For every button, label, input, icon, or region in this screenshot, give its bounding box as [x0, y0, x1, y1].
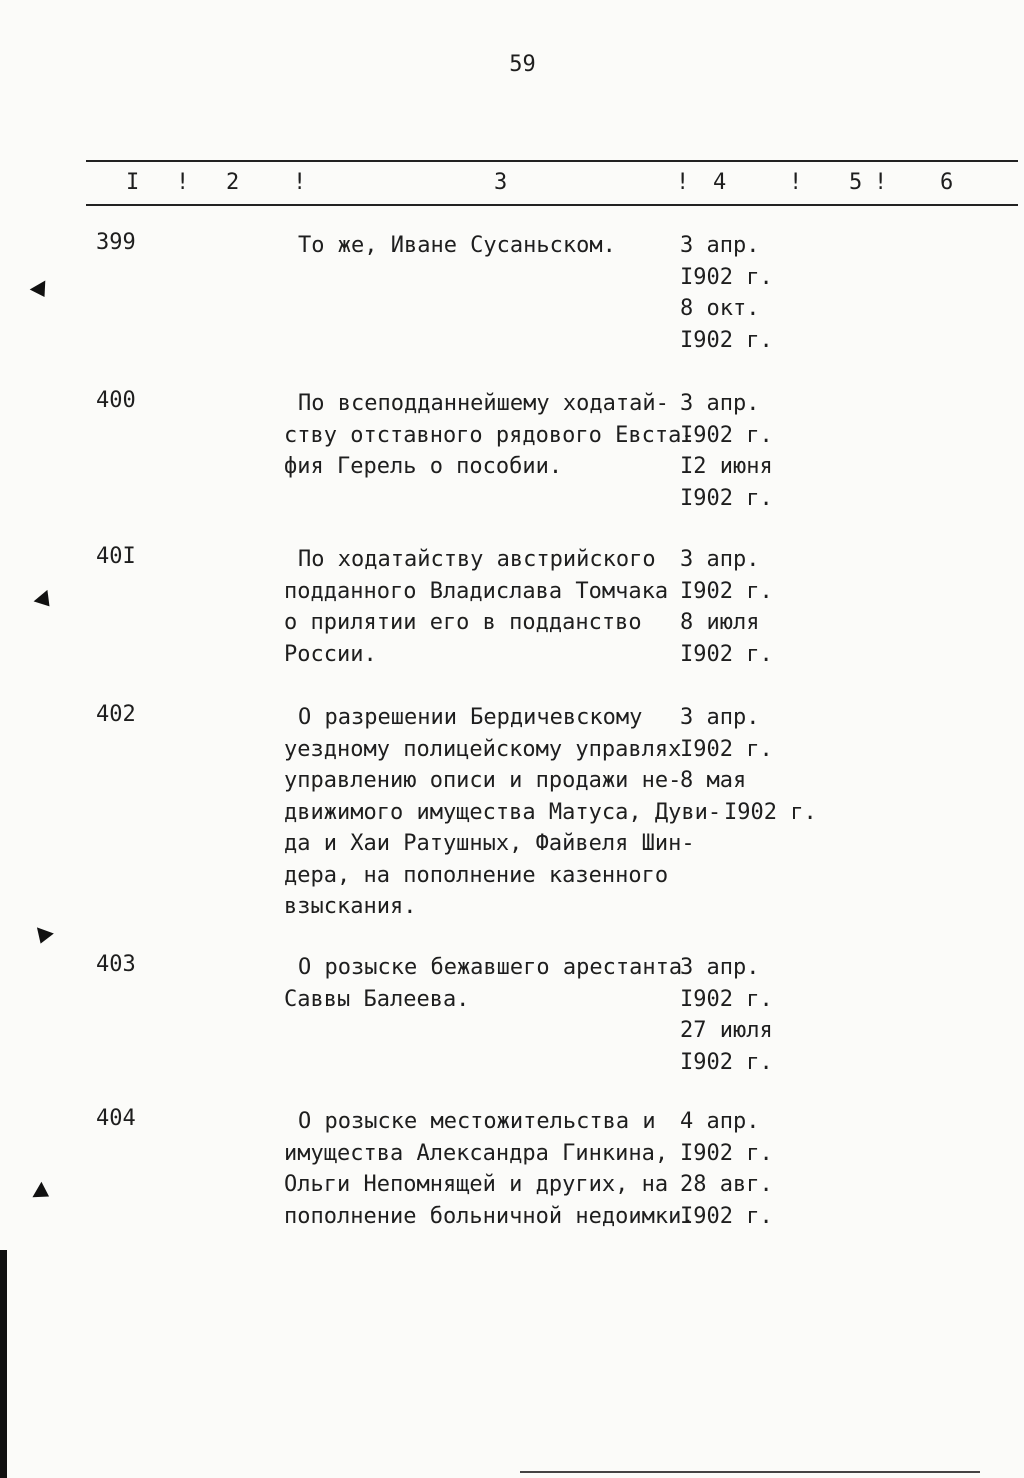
column-separator: !	[874, 170, 888, 195]
date-line: 8 июля	[680, 610, 760, 635]
entry-number: 404	[96, 1106, 136, 1131]
description-line: По ходатайству австрийского	[298, 547, 656, 572]
date-line: I902 г.	[680, 485, 773, 511]
date-line: I902 г.	[680, 1049, 773, 1075]
date-line: 3 апр.	[680, 955, 760, 980]
page-number: 59	[509, 52, 536, 77]
column-header-2: 2	[226, 170, 240, 195]
table-header-top-rule	[86, 160, 1018, 162]
entry-dates	[680, 388, 773, 514]
column-header-1: I	[126, 170, 140, 195]
description-line: ству отставного рядового Евста-	[284, 422, 695, 448]
description-line: Саввы Балеева.	[284, 986, 470, 1012]
column-header-3: 3	[494, 170, 508, 195]
date-line: 8 мая	[680, 768, 747, 793]
date-line: 3 апр.	[680, 547, 760, 572]
entry-number: 403	[96, 952, 136, 977]
entry-number: 400	[96, 388, 136, 413]
entry-description	[284, 388, 695, 483]
description-line: движимого имущества Матуса, Дуви-	[284, 799, 722, 825]
date-line: 3 апр.	[680, 233, 760, 258]
description-line: о прилятии его в подданство	[284, 610, 642, 635]
column-header-4: 4	[713, 170, 727, 195]
description-line: уездному полицейскому управлях	[284, 736, 682, 762]
date-line: I902 г.	[680, 1203, 773, 1229]
date-line: I902 г.	[680, 1140, 773, 1166]
column-separator: !	[176, 170, 190, 195]
date-line: I902 г.	[680, 264, 773, 290]
description-line: имущества Александра Гинкина,	[284, 1140, 669, 1166]
entry-description	[284, 544, 668, 670]
entry-dates	[680, 952, 773, 1078]
column-separator: !	[676, 170, 690, 195]
date-line: 28 авг.	[680, 1172, 773, 1197]
date-line: 3 апр.	[680, 705, 760, 730]
scan-edge-shadow	[0, 1250, 7, 1478]
entry-number: 402	[96, 702, 136, 727]
description-line: подданного Владислава Томчака	[284, 578, 669, 604]
description-line: да и Хаи Ратушных, Файвеля Шин-	[284, 831, 695, 856]
entry-dates	[680, 702, 817, 828]
date-line: I902 г.	[724, 799, 817, 825]
binding-hole-mark	[32, 927, 54, 946]
binding-hole-mark	[34, 590, 57, 612]
date-line: I902 г.	[680, 578, 773, 604]
binding-hole-mark	[32, 1182, 53, 1205]
column-header-5: 5	[849, 170, 863, 195]
description-line: России.	[284, 641, 377, 667]
description-line: дера, на пополнение казенного	[284, 862, 669, 888]
entry-description	[284, 1106, 695, 1232]
description-line: управлению описи и продажи не-	[284, 768, 682, 793]
entry-description	[298, 230, 616, 262]
date-line: I902 г.	[680, 641, 773, 667]
description-line: О розыске бежавшего арестанта	[298, 955, 683, 980]
date-line: 8 окт.	[680, 296, 760, 321]
column-separator: !	[789, 170, 803, 195]
entry-dates	[680, 544, 773, 670]
binding-hole-mark	[30, 280, 53, 301]
entry-description	[284, 702, 721, 923]
entry-dates	[680, 230, 773, 356]
description-line: О разрешении Бердичевскому	[298, 705, 643, 730]
description-line: пополнение больничной недоимки.	[284, 1203, 695, 1229]
description-line: О розыске местожительства и	[298, 1109, 656, 1134]
column-separator: !	[293, 170, 307, 195]
table-header-bottom-rule	[86, 204, 1018, 206]
column-header-6: 6	[940, 170, 954, 195]
date-line: I902 г.	[680, 986, 773, 1012]
scan-bottom-line	[520, 1471, 980, 1473]
entry-number: 399	[96, 230, 136, 255]
date-line: I902 г.	[680, 327, 773, 353]
description-line: Ольги Непомнящей и других, на	[284, 1172, 669, 1197]
entry-dates	[680, 1106, 773, 1232]
entry-number: 40I	[96, 544, 136, 569]
date-line: 4 апр.	[680, 1109, 760, 1134]
description-line: То же, Иване Сусаньском.	[298, 233, 616, 258]
date-line: I902 г.	[680, 422, 773, 448]
description-line: По всеподданнейшему ходатай-	[298, 391, 669, 416]
date-line: 3 апр.	[680, 391, 760, 416]
description-line: фия Герель о пособии.	[284, 454, 563, 479]
date-line: I2 июня	[680, 454, 773, 479]
date-line: 27 июля	[680, 1018, 773, 1043]
description-line: взыскания.	[284, 894, 417, 919]
entry-description	[284, 952, 682, 1015]
date-line: I902 г.	[680, 736, 773, 762]
